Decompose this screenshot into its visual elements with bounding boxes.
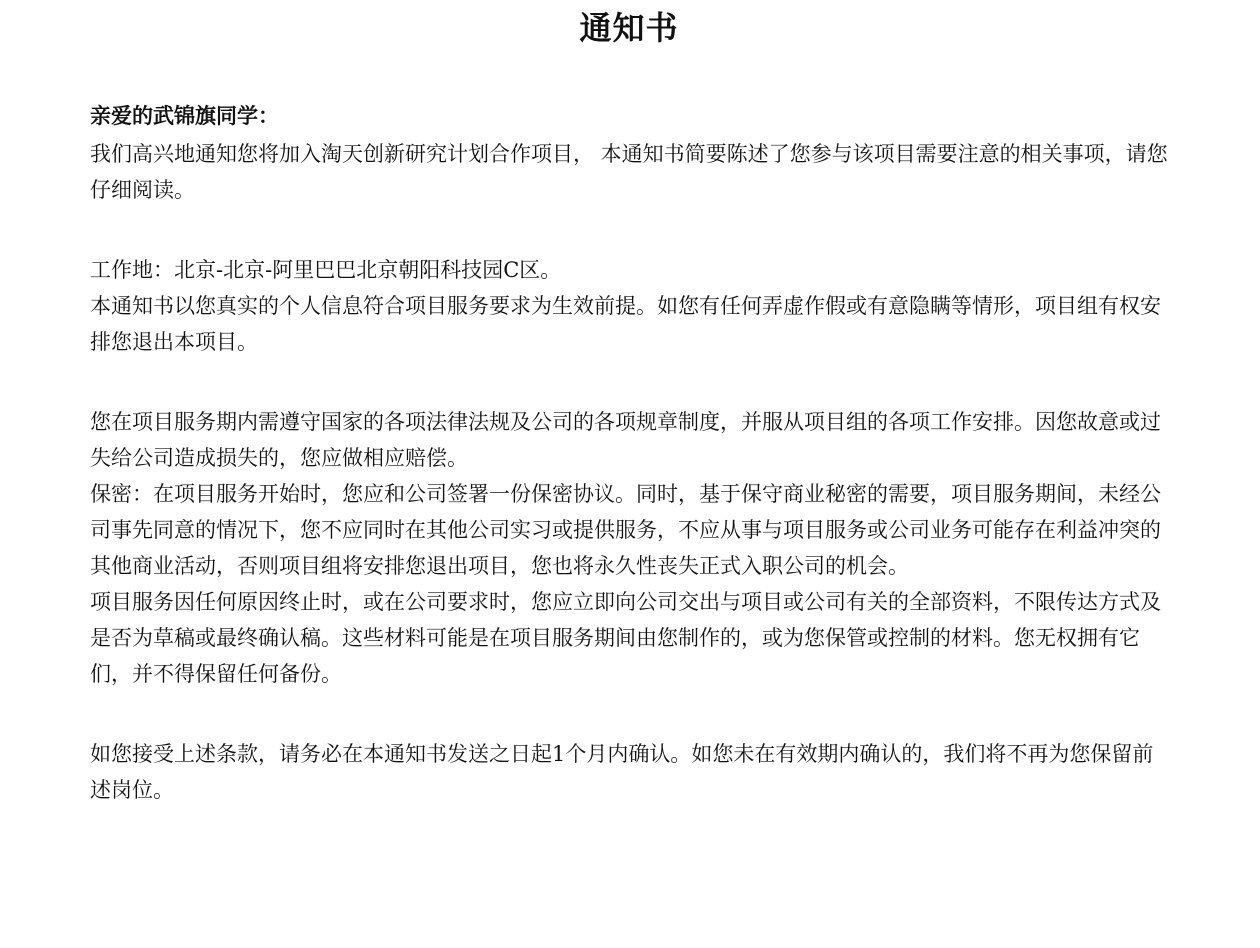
- paragraph-validity-condition: 本通知书以您真实的个人信息符合项目服务要求为生效前提。如您有任何弄虚作假或有意隐瞒等情形，项目组有权安排您退出本项目。: [90, 294, 1161, 354]
- paragraph-spacer: [90, 360, 1168, 404]
- paragraph-spacer: [90, 208, 1168, 252]
- paragraph-work-location: 工作地：北京-北京-阿里巴巴北京朝阳科技园C区。: [90, 258, 562, 282]
- salutation: 亲爱的武锦旗同学：: [90, 103, 279, 128]
- document-title: 通知书: [579, 9, 679, 47]
- paragraph-spacer: [90, 692, 1168, 736]
- paragraph-intro: 我们高兴地通知您将加入淘天创新研究计划合作项目， 本通知书简要陈述了您参与该项目需要注意的相关事项，请您仔细阅读。: [90, 142, 1168, 202]
- paragraph-materials-return: 项目服务因任何原因终止时，或在公司要求时，您应立即向公司交出与项目或公司有关的全部资料，不限传达方式及是否为草稿或最终确认稿。这些材料可能是在项目服务期间由您制作的，或为您保管或控制的材料。您无权拥有它们，并不得保留任何备份。: [90, 590, 1161, 686]
- paragraph-confidentiality: 保密：在项目服务开始时，您应和公司签署一份保密协议。同时，基于保守商业秘密的需要，项目服务期间，未经公司事先同意的情况下，您不应同时在其他公司实习或提供服务，不应从事与项目服务或公司业务可能存在利益冲突的其他商业活动，否则项目组将安排您退出项目，您也将永久性丧失正式入职公司的机会。: [90, 482, 1161, 578]
- paragraph-compliance: 您在项目服务期内需遵守国家的各项法律法规及公司的各项规章制度，并服从项目组的各项工作安排。因您故意或过失给公司造成损失的，您应做相应赔偿。: [90, 410, 1161, 470]
- paragraph-acceptance: 如您接受上述条款，请务必在本通知书发送之日起1个月内确认。如您未在有效期内确认的，我们将不再为您保留前述岗位。: [90, 742, 1154, 802]
